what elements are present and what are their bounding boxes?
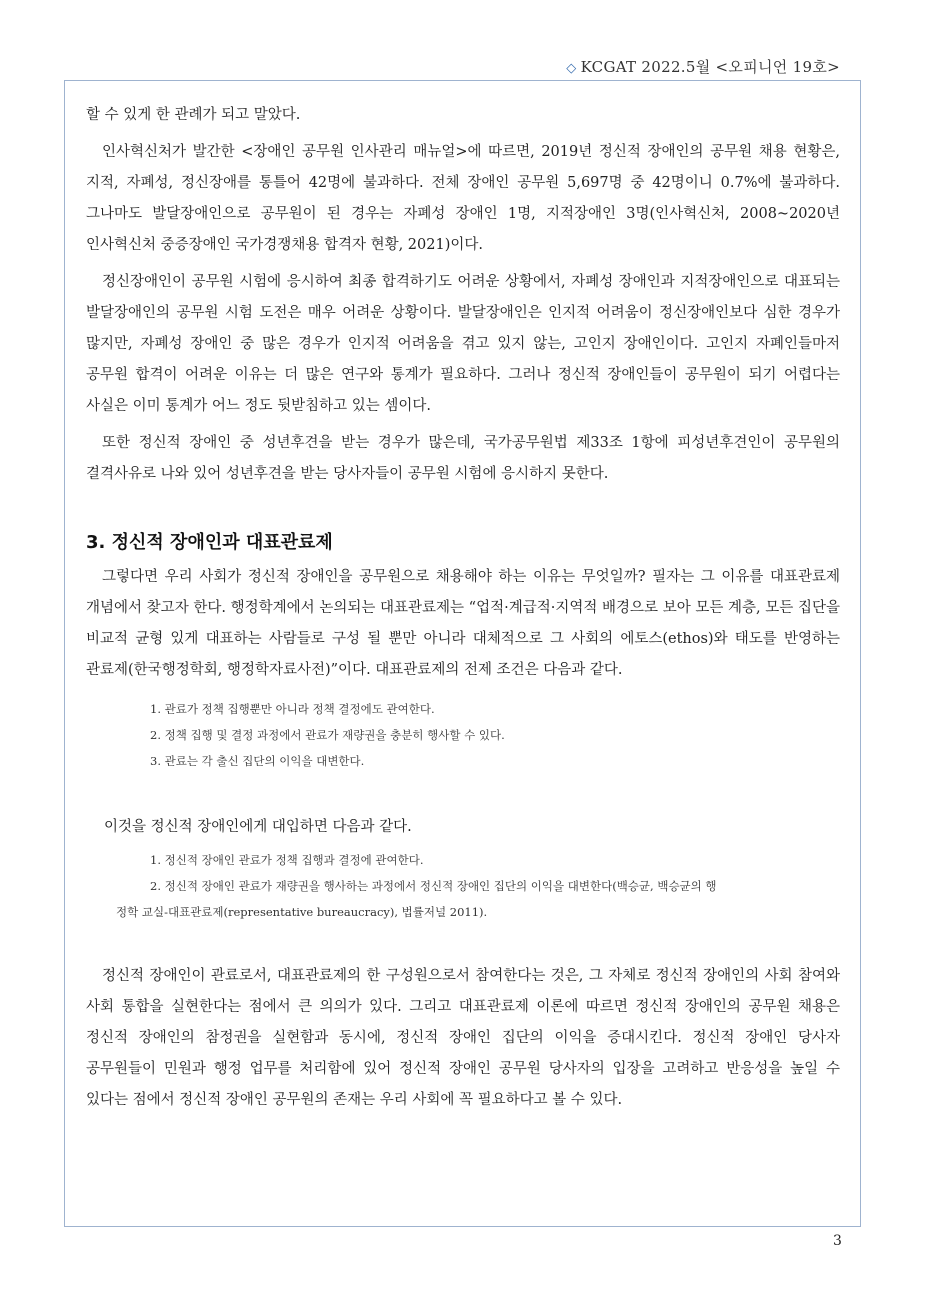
diamond-icon: ◇ [566,61,577,76]
document-body [86,100,840,1122]
list-item: 1. 정신적 장애인 관료가 정책 집행과 결정에 관여한다. [150,853,424,867]
list-item-continuation: 정학 교실-대표관료제(representative bureaucracy), 법률저널 2011). [116,905,488,919]
paragraph: 이것을 정신적 장애인에게 대입하면 다음과 같다. [104,819,412,835]
paragraph: 정신적 장애인이 관료로서, 대표관료제의 한 구성원으로서 참여한다는 것은, 그 자체로 정신적 장애인의 사회 참여와 사회 통합을 실현한다는 점에서 큰 의의가 있다. 그리고 대표관료제 이론에 따르면 정신적 장애인의 공무원 채용은 정신적 장애인의 참정권을 실현함과 동시에, 정신적 장애인 집단의 이익을 증대시킨다. 정신적 장애인 당사자 공무원들이 민원과 행정 업무를 처리함에 있어 정신적 장애인 공무원 당사자의 입장을 고려하고 반응성을 높일 수 있다는 점에서 정신적 장애인 공무원의 존재는 우리 사회에 꼭 필요하다고 볼 수 있다. [86,968,840,1108]
list-item: 1. 관료가 정책 집행뿐만 아니라 정책 결정에도 관여한다. [150,702,435,716]
section-title: 3. 정신적 장애인과 대표관료제 [86,532,333,553]
list-item: 2. 정책 집행 및 결정 과정에서 관료가 재량권을 충분히 행사할 수 있다. [150,728,505,742]
page-number: 3 [833,1233,842,1249]
list-item: 2. 정신적 장애인 관료가 재량권을 행사하는 과정에서 정신적 장애인 집단의 이익을 대변한다(백승균, 백승균의 행 [150,879,717,893]
premise-list [150,696,840,774]
header-text: KCGAT 2022.5월 <오피니언 19호> [580,58,840,76]
paragraph: 그렇다면 우리 사회가 정신적 장애인을 공무원으로 채용해야 하는 이유는 무엇일까? 필자는 그 이유를 대표관료제 개념에서 찾고자 한다. 행정학계에서 논의되는 대표관료제는 “업적·계급적·지역적 배경으로 보아 모든 계층, 모든 집단을 비교적 균형 있게 대표하는 사람들로 구성 될 뿐만 아니라 대체적으로 그 사회의 에토스(ethos)와 태도를 반영하는 관료제(한국행정학회, 행정학자료사전)”이다. 대표관료제의 전제 조건은 다음과 같다. [86,569,840,678]
paragraph: 정신장애인이 공무원 시험에 응시하여 최종 합격하기도 어려운 상황에서, 자폐성 장애인과 지적장애인으로 대표되는 발달장애인의 공무원 시험 도전은 매우 어려운 상황이다. 발달장애인은 인지적 어려움이 정신장애인보다 심한 경우가 많지만, 자폐성 장애인 중 많은 경우가 인지적 어려움을 겪고 있지 않는, 고인지 장애인이다. 고인지 자폐인들마저 공무원 합격이 어려운 이유는 더 많은 연구와 통계가 필요하다. 그러나 정신적 장애인들이 공무원이 되기 어렵다는 사실은 이미 통계가 어느 정도 뒷받침하고 있는 셈이다. [86,274,840,414]
application-list [116,847,840,925]
paragraph: 할 수 있게 한 관례가 되고 말았다. [86,107,301,123]
page-header [566,56,840,77]
paragraph: 또한 정신적 장애인 중 성년후견을 받는 경우가 많은데, 국가공무원법 제33조 1항에 피성년후견인이 공무원의 결격사유로 나와 있어 성년후견을 받는 당사자들이 공무원 시험에 응시하지 못한다. [86,435,840,482]
paragraph: 인사혁신처가 발간한 <장애인 공무원 인사관리 매뉴얼>에 따르면, 2019년 정신적 장애인의 공무원 채용 현황은, 지적, 자폐성, 정신장애를 통틀어 42명에 불과하다. 전체 장애인 공무원 5,697명 중 42명이니 0.7%에 불과하다. 그나마도 발달장애인으로 공무원이 된 경우는 자폐성 장애인 1명, 지적장애인 3명(인사혁신처, 2008~2020년 인사혁신처 중증장애인 국가경쟁채용 합격자 현황, 2021)이다. [86,144,840,253]
list-item: 3. 관료는 각 출신 집단의 이익을 대변한다. [150,754,365,768]
